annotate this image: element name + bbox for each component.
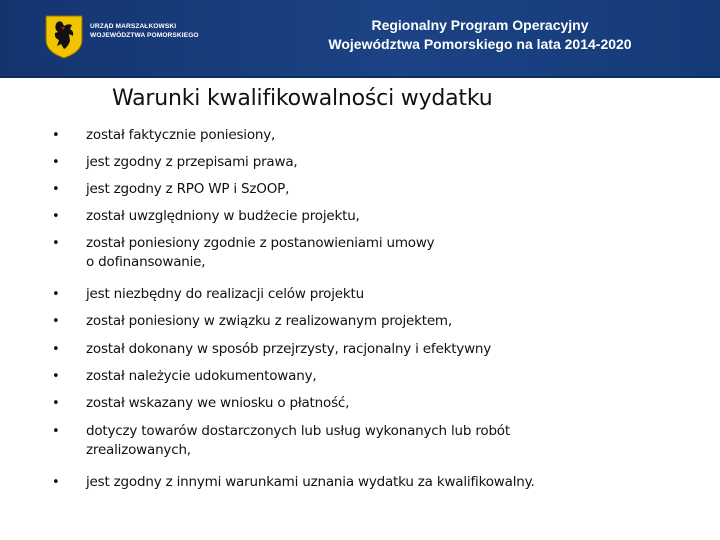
list-item-line: o dofinansowanie, (86, 254, 206, 270)
org-name-line2: WOJEWÓDZTWA POMORSKIEGO (90, 32, 199, 39)
bullet-icon: • (52, 209, 60, 224)
list-item-text (86, 207, 646, 226)
list-item-line: został poniesiony zgodnie z postanowieniami umowy (86, 235, 435, 251)
list-item-text (86, 367, 646, 386)
bullet-icon: • (52, 424, 60, 439)
bullet-icon: • (52, 396, 60, 411)
list-item-text (86, 312, 646, 331)
list-item-text (86, 285, 646, 304)
list-item-line: zrealizowanych, (86, 442, 191, 458)
bullet-icon: • (52, 182, 60, 197)
org-name-line1: URZĄD MARSZAŁKOWSKI (90, 23, 177, 30)
bullet-icon: • (52, 369, 60, 384)
list-item-line: został uwzględniony w budżecie projektu, (86, 208, 360, 224)
list-item-line: został należycie udokumentowany, (86, 368, 317, 384)
list-item-line: jest zgodny z innymi warunkami uznania wydatku za kwalifikowalny. (86, 474, 535, 490)
list-item-text (86, 473, 646, 492)
list-item-line: został faktycznie poniesiony, (86, 127, 276, 143)
bullet-icon: • (52, 475, 60, 490)
bullet-icon: • (52, 342, 60, 357)
list-item-text (86, 180, 646, 199)
list-item-line: jest niezbędny do realizacji celów projektu (86, 286, 364, 302)
program-title-line1: Regionalny Program Operacyjny (371, 17, 589, 33)
list-item-text (86, 153, 646, 172)
slide-title: Warunki kwalifikowalności wydatku (112, 86, 493, 111)
list-item-text (86, 422, 646, 460)
list-item-text (86, 394, 646, 413)
list-item-line: został poniesiony w związku z realizowanym projektem, (86, 313, 452, 329)
list-item-text (86, 126, 646, 145)
bullet-icon: • (52, 155, 60, 170)
bullet-icon: • (52, 314, 60, 329)
list-item-line: został wskazany we wniosku o płatność, (86, 395, 350, 411)
list-item-text (86, 234, 646, 272)
list-item-line: został dokonany w sposób przejrzysty, racjonalny i efektywny (86, 341, 492, 357)
bullet-icon: • (52, 236, 60, 251)
list-item-text (86, 340, 646, 359)
list-item-line: jest zgodny z przepisami prawa, (86, 154, 298, 170)
bullet-icon: • (52, 128, 60, 143)
list-item-line: dotyczy towarów dostarczonych lub usług wykonanych lub robót (86, 423, 510, 439)
list-item-line: jest zgodny z RPO WP i SzOOP, (86, 181, 290, 197)
program-title-line2: Województwa Pomorskiego na lata 2014-2020 (328, 36, 632, 52)
bullet-icon: • (52, 287, 60, 302)
